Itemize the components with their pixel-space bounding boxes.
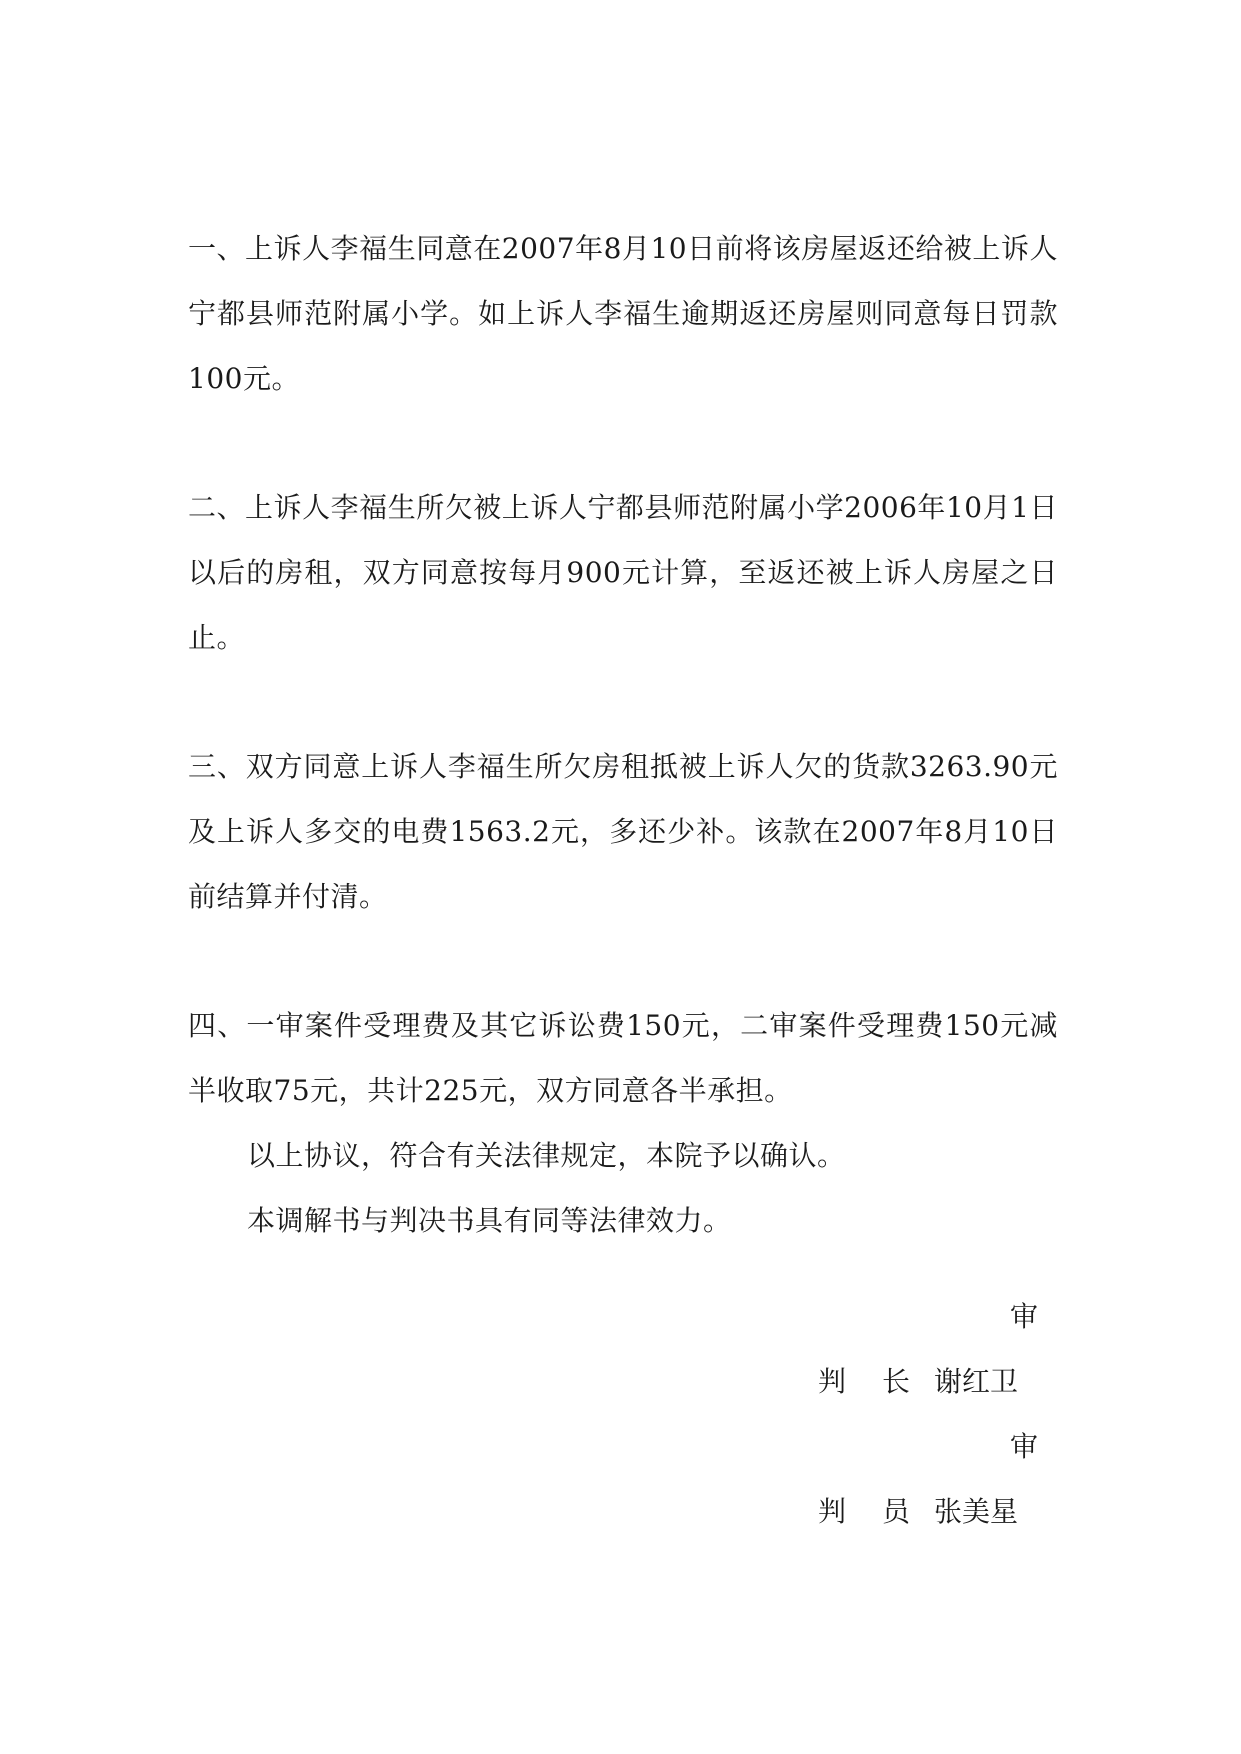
clause-3: 三、双方同意上诉人李福生所欠房租抵被上诉人欠的货款3263.90元及上诉人多交的电费1563.2元，多还少补。该款在2007年8月10日前结算并付清。 (188, 750, 1058, 913)
signature-judge-title (818, 1492, 946, 1532)
signature-presiding-judge-name: 谢红卫 (934, 1365, 1019, 1398)
clause-2: 二、上诉人李福生所欠被上诉人宁都县师范附属小学2006年10月1日以后的房租，双方同意按每月900元计算，至返还被上诉人房屋之日止。 (188, 491, 1058, 654)
signature-judge-title-char-2: 员 (882, 1495, 911, 1528)
clause-4: 四、一审案件受理费及其它诉讼费150元，二审案件受理费150元减半收取75元，共计225元，双方同意各半承担。 (188, 1009, 1058, 1107)
signature-judge-name: 张美星 (934, 1495, 1019, 1528)
legal-effect-statement: 本调解书与判决书具有同等法律效力。 (247, 1204, 732, 1237)
court-confirmation: 以上协议，符合有关法律规定，本院予以确认。 (247, 1139, 846, 1172)
signature-judge-title-prefix: 审 (1010, 1430, 1039, 1463)
clause-1: 一、上诉人李福生同意在2007年8月10日前将该房屋返还给被上诉人宁都县师范附属小学。如上诉人李福生逾期返还房屋则同意每日罚款100元。 (188, 232, 1058, 395)
signature-presiding-judge-title-char-1: 判 (818, 1365, 847, 1398)
signature-presiding-judge-title (818, 1362, 946, 1402)
signature-presiding-judge-title-prefix: 审 (1010, 1300, 1039, 1333)
signature-judge-title-char-1: 判 (818, 1495, 847, 1528)
signature-presiding-judge-title-char-2: 长 (882, 1365, 911, 1398)
